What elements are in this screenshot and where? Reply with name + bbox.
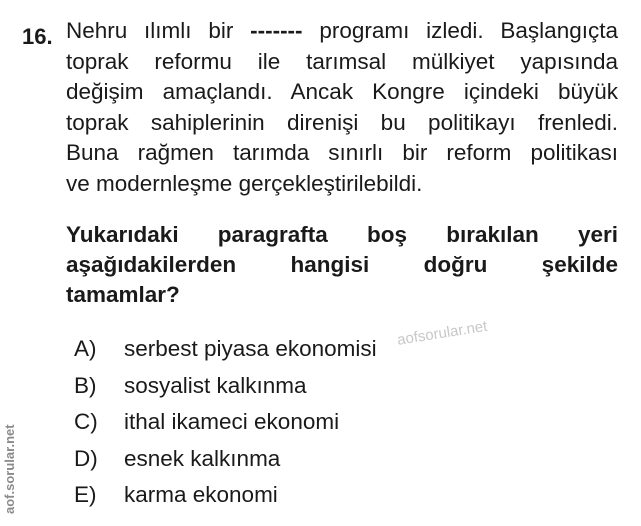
question-passage — [66, 16, 618, 199]
watermark-side: aof.sorular.net — [2, 424, 17, 514]
passage-blank: ------- — [250, 18, 303, 43]
answer-options — [74, 332, 594, 515]
question-stem — [66, 220, 618, 310]
passage-line-5: Buna rağmen tarımda sınırlı bir reform politikası — [66, 140, 618, 165]
passage-line-1 — [66, 16, 618, 47]
option-b-text: sosyalist kalkınma — [124, 372, 307, 398]
option-b-letter: B) — [74, 372, 97, 398]
option-e[interactable] — [74, 478, 594, 515]
option-a[interactable] — [74, 332, 594, 369]
stem-line-2: aşağıdakilerden hangisi doğru şekilde — [66, 252, 618, 277]
option-e-letter: E) — [74, 482, 97, 507]
passage-line-1-after: programı izledi. Başlangıçta — [302, 18, 618, 43]
passage-line-4: toprak sahiplerinin direnişi bu politikayı frenledi. — [66, 109, 618, 135]
question-number: 16. — [22, 24, 53, 49]
option-a-letter: A) — [74, 336, 97, 361]
watermark-center: aofsorular.net — [396, 317, 489, 349]
option-a-text: serbest piyasa ekonomisi — [124, 336, 377, 361]
option-c-text: ithal ikameci ekonomi — [124, 409, 340, 434]
option-d-letter: D) — [74, 445, 98, 471]
option-d[interactable] — [74, 442, 594, 479]
passage-line-3: değişim amaçlandı. Ancak Kongre içindeki büyük — [66, 79, 618, 104]
passage-line-1-before: Nehru ılımlı bir — [66, 18, 251, 43]
option-c[interactable] — [74, 405, 594, 442]
option-d-text: esnek kalkınma — [124, 445, 281, 471]
stem-line-1: Yukarıdaki paragrafta boş bırakılan yeri — [66, 222, 618, 247]
passage-line-6: ve modernleşme gerçekleştirilebildi. — [66, 170, 423, 196]
stem-line-3: tamamlar? — [66, 282, 180, 307]
option-e-text: karma ekonomi — [124, 482, 278, 507]
passage-line-2: toprak reformu ile tarımsal mülkiyet yapısında — [66, 48, 618, 74]
option-b[interactable] — [74, 369, 594, 406]
option-c-letter: C) — [74, 409, 98, 434]
